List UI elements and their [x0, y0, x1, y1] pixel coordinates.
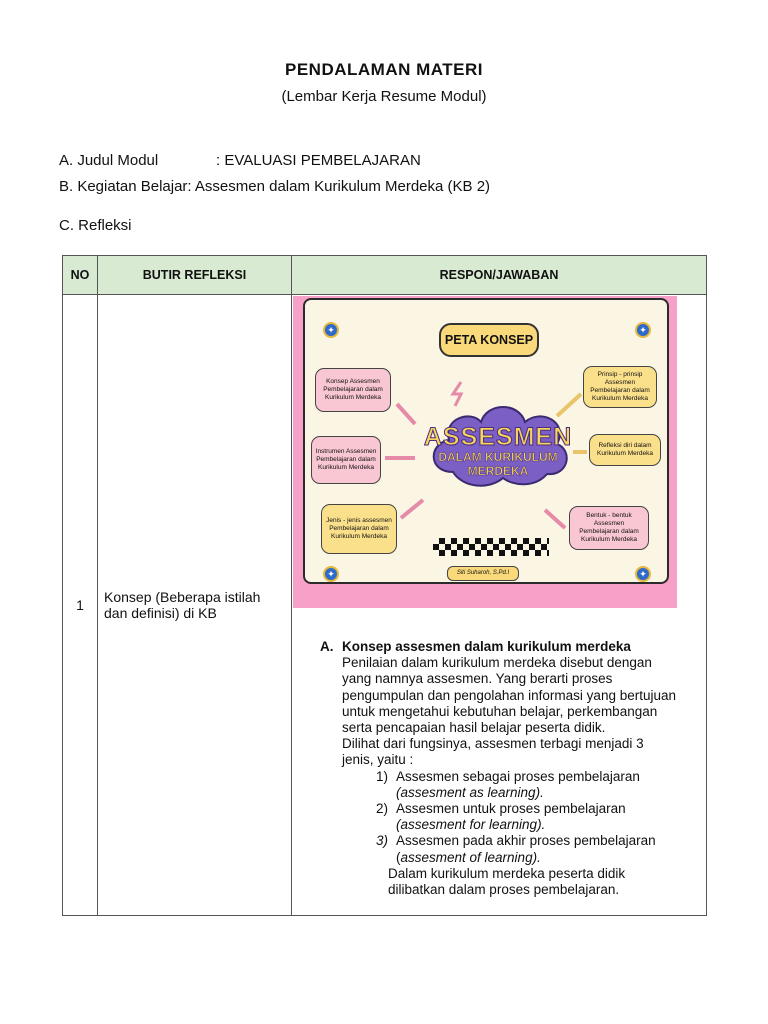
list-number: 1): [375, 768, 388, 784]
answer-closing: Dalam kurikulum merdeka peserta didik dilibatkan dalam proses pembelajaran.: [388, 865, 626, 898]
concept-box-konsep: Konsep Assesmen Pembelajaran dalam Kurikulum Merdeka: [315, 368, 391, 412]
answer-paragraph: Penilaian dalam kurikulum merdeka disebut dengan yang namnya assesmen. Yang berarti proses pengumpulan dan pengolahan informasi yang bertujuan untuk mengetahui kebutuhan belajar, perkembangan serta pencapaian hasil belajar peserta didik.: [342, 655, 676, 736]
list-italic: (assesment as learning).: [396, 784, 544, 800]
concept-map-paper: [303, 298, 669, 584]
concept-box-bentuk: Bentuk - bentuk Assesmen Pembelajaran dalam Kurikulum Merdeka: [569, 506, 649, 550]
list-item: [342, 833, 676, 865]
star-badge-icon: ✦: [635, 566, 651, 582]
answer-marker: A.: [320, 639, 334, 654]
list-number: 2): [375, 801, 388, 817]
header-butir: BUTIR REFLEKSI: [98, 256, 292, 295]
module-title-label: A. Judul Modul: [59, 152, 159, 169]
list-number: 3): [375, 833, 388, 849]
list-text: Assesmen untuk proses pembelajaran: [396, 801, 626, 817]
list-italic: (assesment for learning).: [396, 817, 546, 833]
concept-box-prinsip: Prinsip - prinsip Assesmen Pembelajaran dalam Kurikulum Merdeka: [583, 366, 657, 408]
row-butir: Konsep (Beberapa istilah dan definisi) di KB: [98, 295, 292, 916]
list-paren: (: [396, 849, 401, 865]
header-respon: RESPON/JAWABAN: [292, 256, 707, 295]
star-badge-icon: ✦: [635, 322, 651, 338]
learning-activity-label: B. Kegiatan Belajar: [59, 178, 188, 195]
row-response: [292, 295, 707, 916]
learning-activity-row: [59, 178, 490, 195]
module-title-row: [59, 152, 421, 169]
table-row: [63, 295, 707, 916]
list-text: Assesmen pada akhir proses pembelajaran: [396, 833, 656, 849]
concept-map-author: Siti Suharoh, S.Pd.I: [447, 566, 519, 581]
answer-heading-row: [320, 639, 676, 655]
page-subtitle: (Lembar Kerja Resume Modul): [281, 88, 487, 105]
star-badge-icon: ✦: [323, 322, 339, 338]
answer-text: [320, 639, 676, 898]
assessment-list: [320, 769, 676, 866]
center-subtitle: DALAM KURIKULUM: [438, 450, 558, 464]
concept-map-title: PETA KONSEP: [439, 323, 539, 357]
reflection-table: [62, 255, 707, 916]
list-item: [342, 769, 676, 801]
concept-box-refleksi: Refleksi diri dalam Kurikulum Merdeka: [589, 434, 661, 466]
concept-map-image: [293, 296, 677, 608]
row-number: 1: [63, 295, 98, 916]
header-no: NO: [63, 256, 98, 295]
center-title: ASSESMEN: [423, 423, 573, 451]
reflection-label: C. Refleksi: [59, 217, 132, 234]
list-italic: assesment of learning).: [400, 849, 541, 865]
list-text: Assesmen sebagai proses pembelajaran: [396, 768, 640, 784]
page-title: PENDALAMAN MATERI: [284, 60, 483, 79]
module-title-value: : EVALUASI PEMBELAJARAN: [216, 152, 421, 169]
star-badge-icon: ✦: [323, 566, 339, 582]
list-item: [342, 801, 676, 833]
learning-activity-value: : Assesmen dalam Kurikulum Merdeka (KB 2): [187, 178, 491, 195]
answer-paragraph-2: Dilihat dari fungsinya, assesmen terbagi menjadi 3 jenis, yaitu :: [342, 736, 644, 768]
checker-pattern: [433, 538, 549, 556]
center-subtitle-2: MERDEKA: [467, 464, 529, 478]
concept-box-instrumen: Instrumen Assesmen Pembelajaran dalam Kurikulum Merdeka: [311, 436, 381, 484]
concept-box-jenis: Jenis - jenis assesmen Pembelajaran dalam Kurikulum Merdeka: [321, 504, 397, 554]
answer-heading: Konsep assesmen dalam kurikulum merdeka: [342, 639, 631, 654]
